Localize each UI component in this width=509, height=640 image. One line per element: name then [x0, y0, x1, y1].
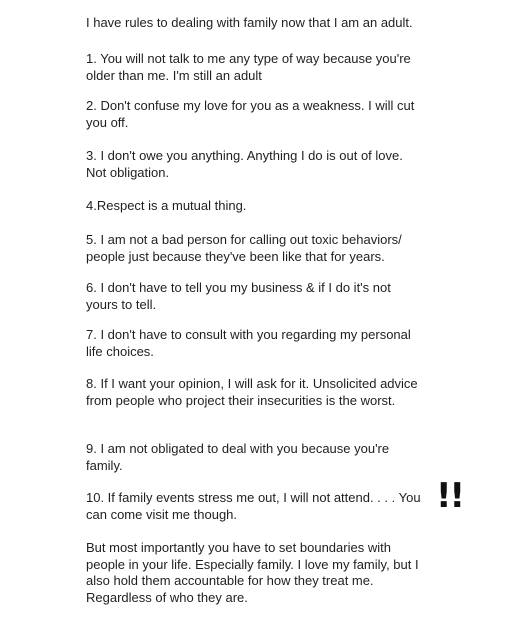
rule-4: 4.Respect is a mutual thing. [86, 198, 247, 213]
rule-8: 8. If I want your opinion, I will ask for it. Unsolicited advice from people who project their insecurities is the worst. [86, 376, 418, 408]
rule-9: 9. I am not obligated to deal with you because you're family. [86, 441, 390, 473]
closing-paragraph: But most importantly you have to set boundaries with people in your life. Especially family. I love my family, but I also hold them accountable for how they treat me. Regardless of who they are. [86, 540, 419, 605]
rule-6: 6. I don't have to tell you my business & if I do it's not yours to tell. [86, 280, 391, 312]
rule-2: 2. Don't confuse my love for you as a weakness. I will cut you off. [86, 98, 415, 130]
intro-line: I have rules to dealing with family now that I am an adult. [86, 15, 413, 30]
double-exclamation-mark: !! [436, 476, 464, 516]
rule-3: 3. I don't owe you anything. Anything I do is out of love. Not obligation. [86, 148, 403, 180]
rule-7: 7. I don't have to consult with you regarding my personal life choices. [86, 327, 411, 359]
rule-10: 10. If family events stress me out, I will not attend. . . . You can come visit me though. [86, 490, 421, 522]
rule-1: 1. You will not talk to me any type of way because you're older than me. I'm still an adult [86, 51, 411, 83]
rule-5: 5. I am not a bad person for calling out toxic behaviors/ people just because they've been like that for years. [86, 232, 402, 264]
